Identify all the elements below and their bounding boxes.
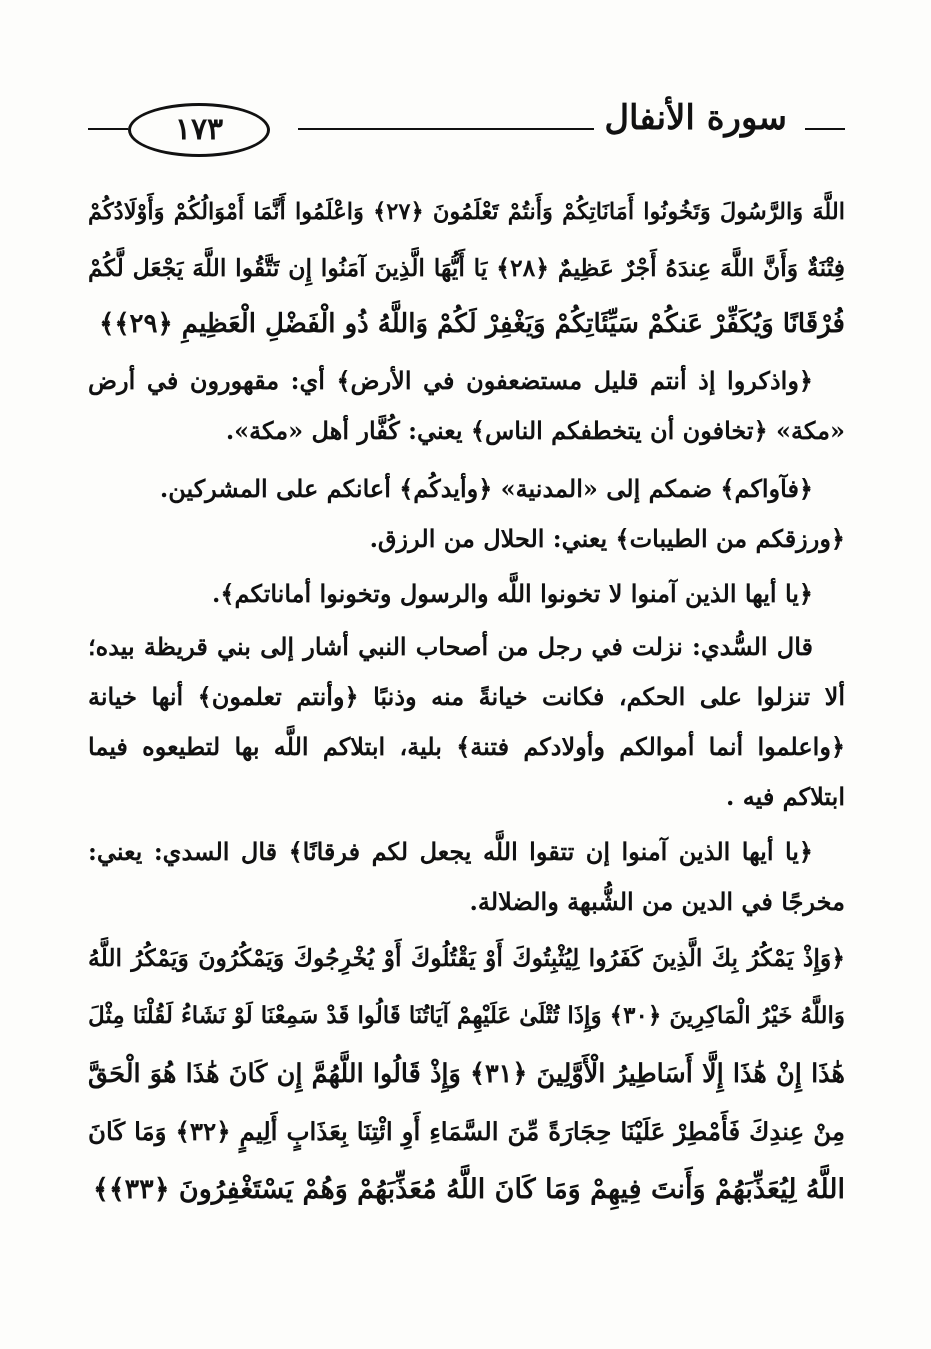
- commentary-line: ﴿ورزقكم من الطيبات﴾ يعني: الحلال من الرزق.: [369, 524, 845, 553]
- commentary-line: ألا تنزلوا على الحكم، فكانت خيانةً منه وذنبًا ﴿وأنتم تعلمون﴾ أنها خيانة: [88, 682, 845, 711]
- quran-line: ﴿وَإِذْ يَمْكُرُ بِكَ الَّذِينَ كَفَرُوا لِيُثْبِتُوكَ أَوْ يَقْتُلُوكَ أَوْ يُخْرِجُوكَ وَيَمْكُرُونَ وَيَمْكُرُ اللَّهُ: [88, 944, 845, 972]
- page-header: [88, 92, 845, 164]
- commentary-line: ﴿يا أيها الذين آمنوا إن تتقوا اللَّه يجعل لكم فرقانًا﴾ قال السدي: يعني:: [88, 837, 813, 866]
- commentary-line: ﴿واعلموا أنما أموالكم وأولادكم فتنة﴾ بلية، ابتلاكم اللَّه بها لتطيعوه فيما: [88, 732, 845, 761]
- quran-line: مِنْ عِندِكَ فَأَمْطِرْ عَلَيْنَا حِجَارَةً مِّنَ السَّمَاءِ أَوِ ائْتِنَا بِعَذَابٍ أَلِيمٍ ﴿٣٢﴾ وَمَا كَانَ: [88, 1117, 845, 1146]
- commentary-line: «مكة» ﴿تخافون أن يتخطفكم الناس﴾ يعني: كُفَّار أهل «مكة».: [225, 416, 845, 445]
- commentary-line: مخرجًا في الدين من الشُّبهة والضلالة.: [469, 887, 845, 916]
- quran-line: اللَّهَ وَالرَّسُولَ وَتَخُونُوا أَمَانَاتِكُمْ وَأَنتُمْ تَعْلَمُونَ ﴿٢٧﴾ وَاعْلَمُوا أَنَّمَا أَمْوَالُكُمْ وَأَوْلَادُكُمْ: [88, 199, 845, 225]
- surah-title: سورة الأنفال: [594, 98, 797, 138]
- header-rule-left: [88, 128, 128, 130]
- commentary-line: قال السُّدي: نزلت في رجل من أصحاب النبي أشار إلى بني قريظة بيده؛: [88, 632, 813, 661]
- quran-line: فُرْقَانًا وَيُكَفِّرْ عَنكُمْ سَيِّئَاتِكُمْ وَيَغْفِرْ لَكُمْ وَاللَّهُ ذُو الْفَضْلِ الْعَظِيمِ ﴿٢٩﴾﴾: [99, 309, 845, 339]
- quran-line: فِتْنَةٌ وَأَنَّ اللَّهَ عِندَهُ أَجْرٌ عَظِيمٌ ﴿٢٨﴾ يَا أَيُّهَا الَّذِينَ آمَنُوا إِن تَتَّقُوا اللَّهَ يَجْعَل لَّكُمْ: [88, 254, 845, 282]
- commentary-line: ابتلاكم فيه .: [726, 782, 845, 811]
- commentary-line: ﴿يا أيها الذين آمنوا لا تخونوا اللَّه والرسول وتخونوا أماناتكم﴾.: [212, 579, 813, 608]
- commentary-line: ﴿فآواكم﴾ ضمكم إلى «المدنية» ﴿وأيدكُم﴾ أعانكم على المشركين.: [159, 474, 813, 503]
- quran-line: اللَّهُ لِيُعَذِّبَهُمْ وَأَنتَ فِيهِمْ وَمَا كَانَ اللَّهُ مُعَذِّبَهُمْ وَهُمْ يَسْتَغْفِرُونَ ﴿٣٣﴾﴾: [93, 1174, 845, 1205]
- quran-line: هَٰذَا إِنْ هَٰذَا إِلَّا أَسَاطِيرُ الْأَوَّلِينَ ﴿٣١﴾ وَإِذْ قَالُوا اللَّهُمَّ إِن كَانَ هَٰذَا هُوَ الْحَقَّ: [88, 1059, 845, 1089]
- page-number-oval: ١٧٣: [128, 103, 270, 157]
- quran-line: وَاللَّهُ خَيْرُ الْمَاكِرِينَ ﴿٣٠﴾ وَإِذَا تُتْلَىٰ عَلَيْهِمْ آيَاتُنَا قَالُوا قَدْ سَمِعْنَا لَوْ نَشَاءُ لَقُلْنَا مِثْلَ: [88, 1002, 845, 1029]
- commentary-line: ﴿واذكروا إذ أنتم قليل مستضعفون في الأرض﴾ أي: مقهورون في أرض: [88, 366, 813, 395]
- header-rule-right: [805, 128, 845, 130]
